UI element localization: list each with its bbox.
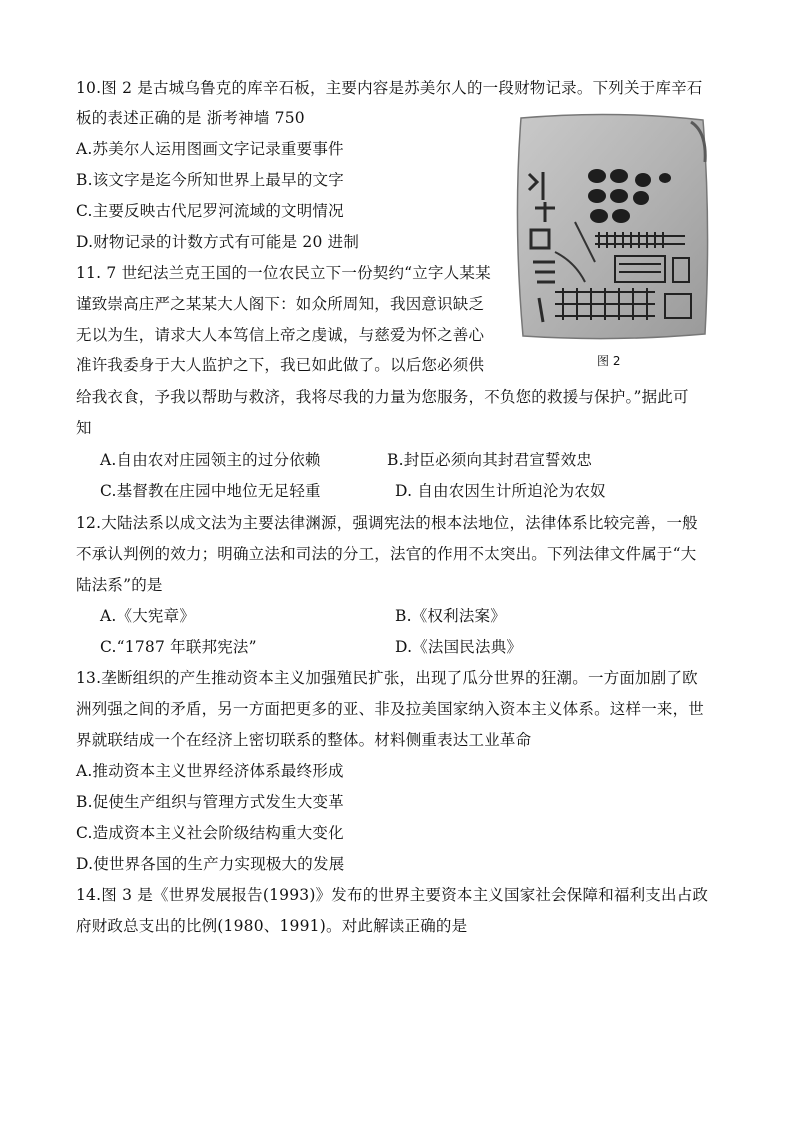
q12-option-b: B.《权利法案》 bbox=[395, 607, 506, 625]
q13-stem-line-1: 13.垄断组织的产生推动资本主义加强殖民扩张，出现了瓜分世界的狂潮。一方面加剧了欧 bbox=[76, 669, 698, 687]
q10-option-d: D.财物记录的计数方式有可能是 20 进制 bbox=[76, 233, 360, 251]
q12-stem-line-3: 陆法系”的是 bbox=[76, 576, 163, 594]
q10-option-a: A.苏美尔人运用图画文字记录重要事件 bbox=[76, 140, 344, 158]
q12-option-c: C.“1787 年联邦宪法” bbox=[100, 638, 257, 656]
q12-stem-line-1: 12.大陆法系以成文法为主要法律渊源，强调宪法的根本法地位，法律体系比较完善，一般 bbox=[76, 514, 698, 532]
clay-tablet-figure bbox=[515, 112, 711, 340]
q13-option-c: C.造成资本主义社会阶级结构重大变化 bbox=[76, 824, 344, 842]
q11-option-d: D. 自由农因生计所迫沦为农奴 bbox=[395, 482, 606, 500]
figure-2-caption: 图 2 bbox=[597, 354, 621, 368]
q12-stem-line-2: 不承认判例的效力；明确立法和司法的分工，法官的作用不太突出。下列法律文件属于“大 bbox=[76, 545, 697, 563]
q13-option-a: A.推动资本主义世界经济体系最终形成 bbox=[76, 762, 344, 780]
q11-stem-line-4: 准许我委身于大人监护之下，我已如此做了。以后您必须供 bbox=[76, 356, 485, 374]
q11-option-a: A.自由农对庄园领主的过分依赖 bbox=[100, 451, 321, 469]
q10-stem-line-1: 10.图 2 是古城乌鲁克的库辛石板，主要内容是苏美尔人的一段财物记录。下列关于库辛石 bbox=[76, 79, 703, 97]
q11-stem-line-5: 给我衣食，予我以帮助与救济，我将尽我的力量为您服务，不负您的救援与保护。”据此可 bbox=[76, 388, 689, 406]
q11-option-c: C.基督教在庄园中地位无足轻重 bbox=[100, 482, 321, 500]
q13-option-b: B.促使生产组织与管理方式发生大变革 bbox=[76, 793, 344, 811]
q14-stem-line-2: 府财政总支出的比例(1980、1991)。对此解读正确的是 bbox=[76, 917, 468, 935]
q10-option-c: C.主要反映古代尼罗河流域的文明情况 bbox=[76, 202, 344, 220]
q10-stem-line-2: 板的表述正确的是 浙考神墙 750 bbox=[76, 109, 305, 127]
q14-stem-line-1: 14.图 3 是《世界发展报告(1993)》发布的世界主要资本主义国家社会保障和福利支出占政 bbox=[76, 886, 709, 904]
q12-option-a: A.《大宪章》 bbox=[100, 607, 196, 625]
q11-option-b: B.封臣必须向其封君宣誓效忠 bbox=[387, 451, 593, 469]
q11-stem-line-1: 11. 7 世纪法兰克王国的一位农民立下一份契约“立字人某某 bbox=[76, 264, 491, 282]
q13-option-d: D.使世界各国的生产力实现极大的发展 bbox=[76, 855, 345, 873]
q11-stem-line-2: 谨致崇高庄严之某某大人阁下：如众所周知，我因意识缺乏 bbox=[76, 295, 485, 313]
q11-stem-line-3: 无以为生，请求大人本笃信上帝之虔诚，与慈爱为怀之善心 bbox=[76, 326, 485, 344]
q10-option-b: B.该文字是迄今所知世界上最早的文字 bbox=[76, 171, 344, 189]
q13-stem-line-3: 界就联结成一个在经济上密切联系的整体。材料侧重表达工业革命 bbox=[76, 731, 532, 749]
q12-option-d: D.《法国民法典》 bbox=[395, 638, 523, 656]
q11-stem-line-6: 知 bbox=[76, 419, 92, 437]
q13-stem-line-2: 洲列强之间的矛盾，另一方面把更多的亚、非及拉美国家纳入资本主义体系。这样一来，世 bbox=[76, 700, 705, 718]
